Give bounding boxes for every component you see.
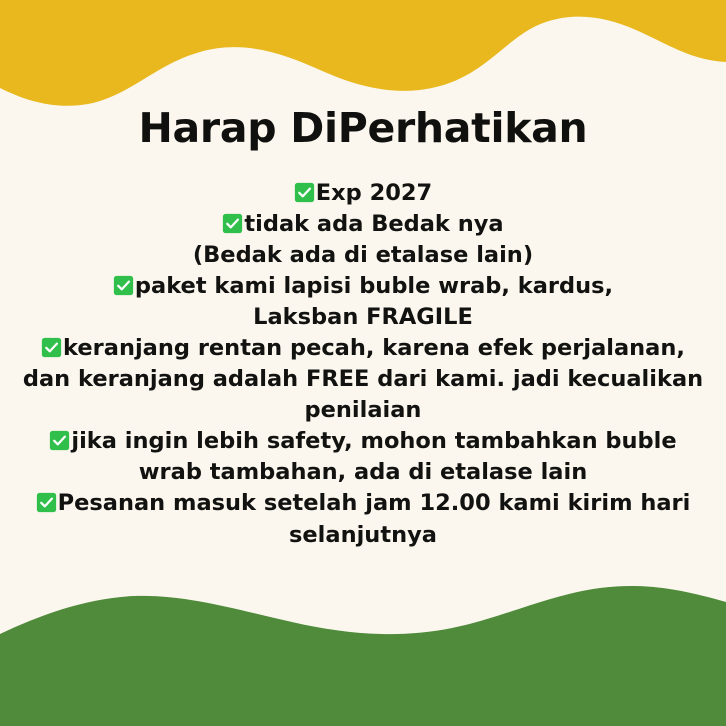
list-item-label: paket kami lapisi buble wrab, kardus, xyxy=(134,273,614,300)
page-title: Harap DiPerhatikan xyxy=(138,104,588,152)
list-item-continuation xyxy=(289,520,437,551)
check-mark-button-icon xyxy=(294,182,315,203)
check-mark-button-icon xyxy=(222,213,243,234)
list-item xyxy=(36,488,691,519)
list-item-continuation xyxy=(139,457,587,488)
check-mark-button-icon xyxy=(49,430,70,451)
list-item xyxy=(294,178,432,209)
list-item-label: tidak ada Bedak nya xyxy=(244,211,504,238)
list-item-continuation xyxy=(305,395,422,426)
list-item-label: Exp 2027 xyxy=(315,180,433,206)
list-item-label: keranjang rentan pecah, karena efek perjalanan, xyxy=(63,335,685,362)
list-item-label: penilaian xyxy=(304,397,422,424)
list-item xyxy=(49,426,676,457)
list-item-label: jika ingin lebih safety, mohon tambahkan buble xyxy=(71,428,677,455)
list-item-label: dan keranjang adalah FREE dari kami. jadi kecualikan xyxy=(22,366,704,393)
list-item-continuation xyxy=(23,364,703,395)
list-item-label: (Bedak ada di etalase lain) xyxy=(192,242,534,269)
check-mark-button-icon xyxy=(41,337,62,358)
notice-list xyxy=(18,178,708,551)
list-item-label: Pesanan masuk setelah jam 12.00 kami kirim hari xyxy=(57,490,691,517)
check-mark-button-icon xyxy=(113,275,134,296)
list-item-label: selanjutnya xyxy=(289,521,437,548)
list-item-label: wrab tambahan, ada di etalase lain xyxy=(138,459,588,486)
list-item-continuation xyxy=(193,240,533,271)
list-item-label: Laksban FRAGILE xyxy=(253,304,473,331)
list-item xyxy=(113,271,613,302)
list-item xyxy=(41,333,685,364)
check-mark-button-icon xyxy=(36,492,57,513)
list-item xyxy=(222,209,503,240)
list-item-continuation xyxy=(253,302,473,333)
